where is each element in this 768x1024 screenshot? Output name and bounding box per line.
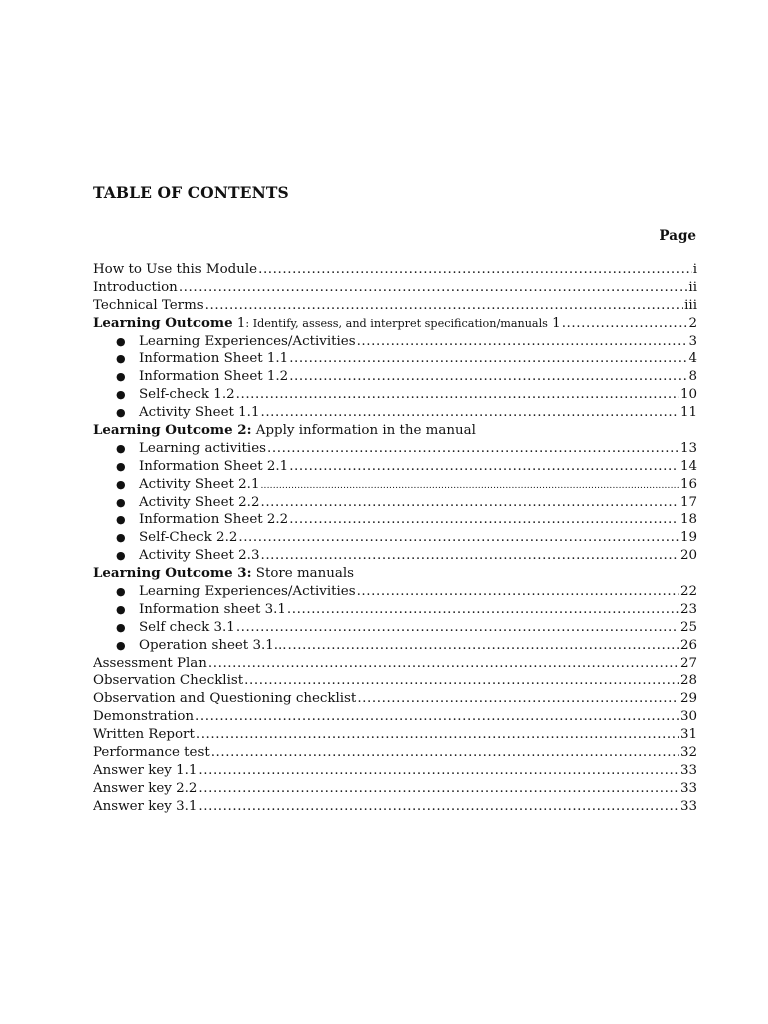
toc-entry [93, 422, 697, 440]
bullet-icon: ● [116, 549, 126, 563]
toc-entry-label [93, 315, 561, 333]
toc-subentry [93, 350, 697, 368]
toc-entry-label: Self-Check 2.2 [139, 530, 238, 546]
toc-entry [93, 297, 697, 315]
dot-leader [198, 780, 679, 798]
learning-outcome-description: Apply information in the manual [251, 423, 476, 439]
learning-outcome-suffix: 1 [547, 315, 561, 331]
bullet-icon: ● [116, 585, 126, 599]
toc-entry [93, 565, 697, 583]
toc-entry [93, 762, 697, 780]
dot-leader [258, 261, 692, 279]
bullet-icon: ● [116, 459, 126, 473]
page-number: 20 [679, 548, 697, 564]
toc-entry-label [93, 422, 476, 440]
toc-entry-label: Activity Sheet 1.1 [139, 405, 260, 421]
learning-outcome-heading: Learning Outcome 2: [93, 422, 252, 439]
page-number: 31 [679, 727, 697, 743]
dot-leader [205, 297, 683, 315]
toc-entry [93, 655, 697, 673]
page-number: 23 [679, 601, 697, 617]
toc-subentry [93, 511, 697, 529]
dot-leader [236, 386, 679, 404]
dot-leader [244, 672, 679, 690]
toc-entry [93, 279, 697, 297]
page-number: ii [688, 279, 697, 295]
toc-entry [93, 726, 697, 744]
page-number: 3 [688, 333, 697, 349]
bullet-icon: ● [116, 620, 126, 634]
dot-leader [179, 279, 688, 297]
toc-entry [93, 690, 697, 708]
toc-entry-label: Demonstration [93, 709, 195, 725]
dot-leader [198, 798, 679, 816]
toc-entry-label: Activity Sheet 2.3 [139, 548, 260, 564]
toc-entry [93, 798, 697, 816]
page-number: 19 [679, 530, 697, 546]
toc-entry-label: Answer key 3.1 [93, 798, 198, 814]
toc-entry-label: How to Use this Module [93, 262, 258, 277]
page-number: 25 [679, 619, 697, 635]
dot-leader [357, 333, 688, 351]
dot-leader [289, 368, 687, 386]
toc-entry-label: Information Sheet 1.2 [139, 369, 289, 385]
toc-subentry [93, 637, 697, 655]
toc-subentry [93, 386, 697, 404]
toc-entry [93, 672, 697, 690]
toc-entry-label: Observation and Questioning checklist [93, 691, 357, 707]
toc-subentry [93, 619, 697, 637]
dot-leader [198, 762, 679, 780]
toc-entry-label: Activity Sheet 2.1 [139, 476, 260, 492]
dot-leader [260, 547, 678, 565]
page-number: 14 [679, 458, 697, 474]
toc-entry [93, 315, 697, 333]
page-number: 32 [679, 745, 697, 761]
toc-subentry [93, 440, 697, 458]
toc-entry-label: Answer key 1.1 [93, 762, 198, 778]
dot-leader [196, 726, 679, 744]
bullet-icon: ● [116, 531, 126, 545]
toc-entry-label: Technical Terms [93, 297, 204, 313]
toc-subentry [93, 529, 697, 547]
learning-outcome-number: 1 [232, 315, 246, 331]
dot-leader [208, 655, 679, 673]
bullet-icon: ● [116, 406, 126, 420]
page-number: 4 [688, 351, 697, 367]
page-number: 26 [679, 637, 697, 653]
dot-leader [289, 350, 687, 368]
dot-leader [288, 637, 679, 655]
toc-entry-label: Information Sheet 2.2 [139, 512, 289, 528]
toc-subentry [93, 601, 697, 619]
separator: : [245, 316, 253, 330]
page-number: 30 [679, 709, 697, 725]
page-number: 33 [679, 798, 697, 814]
toc-subentry [93, 494, 697, 512]
toc-subentry [93, 368, 697, 386]
dot-leader [562, 315, 688, 333]
toc-entry-label: Learning Experiences/Activities [139, 333, 356, 349]
toc-entry [93, 708, 697, 726]
toc-entry-label: Learning activities [139, 440, 267, 456]
dot-leader [260, 494, 678, 512]
page-number: 16 [679, 476, 697, 492]
toc-subentry [93, 476, 697, 494]
page-number: 10 [679, 387, 697, 403]
page-number: i [692, 262, 697, 277]
toc-entry-label: Information sheet 3.1 [139, 601, 286, 617]
toc-entry-label: Answer key 2.2 [93, 780, 198, 796]
page-number: 17 [679, 494, 697, 510]
toc-entry-label [93, 565, 354, 583]
bullet-icon: ● [116, 388, 126, 402]
toc-entry-label: Assessment Plan [93, 655, 207, 671]
toc-entry-label: Information Sheet 1.1 [139, 351, 289, 367]
toc-subentry [93, 547, 697, 565]
page-number: 2 [688, 315, 697, 331]
page-number: 33 [679, 780, 697, 796]
bullet-icon: ● [116, 602, 126, 616]
bullet-icon: ● [116, 495, 126, 509]
page-title: TABLE OF CONTENTS [93, 183, 289, 202]
page-number: 27 [679, 655, 697, 671]
page-number: 8 [688, 369, 697, 385]
dot-leader [195, 708, 679, 726]
toc-entry-label: Information Sheet 2.1 [139, 458, 289, 474]
page-number: 28 [679, 673, 697, 689]
bullet-icon: ● [116, 477, 126, 491]
toc-subentry [93, 458, 697, 476]
toc-entry [93, 261, 697, 279]
bullet-icon: ● [116, 352, 126, 366]
page-column-header: Page [659, 228, 696, 244]
dot-leader [289, 458, 679, 476]
page-number: 13 [679, 440, 697, 456]
table-of-contents [93, 261, 697, 816]
page-number: 11 [679, 405, 697, 421]
dot-leader [238, 529, 679, 547]
toc-entry [93, 744, 697, 762]
toc-subentry [93, 404, 697, 422]
dot-leader [211, 744, 679, 762]
toc-entry-label: Performance test [93, 745, 210, 761]
page-number: 22 [679, 584, 697, 600]
dot-leader [260, 478, 678, 494]
page-number: 18 [679, 512, 697, 528]
toc-entry-label: Activity Sheet 2.2 [139, 494, 260, 510]
toc-subentry [93, 583, 697, 601]
page-number: 29 [679, 691, 697, 707]
dot-leader [267, 440, 679, 458]
learning-outcome-heading: Learning Outcome [93, 314, 233, 331]
toc-subentry [93, 333, 697, 351]
dot-leader [287, 601, 679, 619]
toc-entry-label: Observation Checklist [93, 673, 244, 689]
toc-entry-label: Written Report [93, 727, 195, 743]
learning-outcome-heading: Learning Outcome 3: [93, 565, 252, 582]
toc-entry-label: Learning Experiences/Activities [139, 584, 356, 600]
bullet-icon: ● [116, 441, 126, 455]
dot-leader [236, 619, 679, 637]
page-number: iii [684, 297, 697, 313]
page-number: 33 [679, 762, 697, 778]
dot-leader [357, 583, 679, 601]
toc-entry [93, 780, 697, 798]
toc-entry-label: Introduction [93, 279, 178, 295]
toc-entry-label: Self-check 1.2 [139, 387, 235, 403]
toc-entry-label: Self check 3.1 [139, 619, 235, 635]
dot-leader [260, 404, 678, 422]
learning-outcome-description: Identify, assess, and interpret specification/manuals [252, 316, 548, 330]
bullet-icon: ● [116, 513, 126, 527]
bullet-icon: ● [116, 334, 126, 348]
dot-leader [289, 511, 679, 529]
toc-entry-label: Operation sheet 3.1... [139, 637, 287, 653]
dot-leader [357, 690, 679, 708]
bullet-icon: ● [116, 638, 126, 652]
learning-outcome-description: Store manuals [251, 566, 355, 582]
bullet-icon: ● [116, 370, 126, 384]
